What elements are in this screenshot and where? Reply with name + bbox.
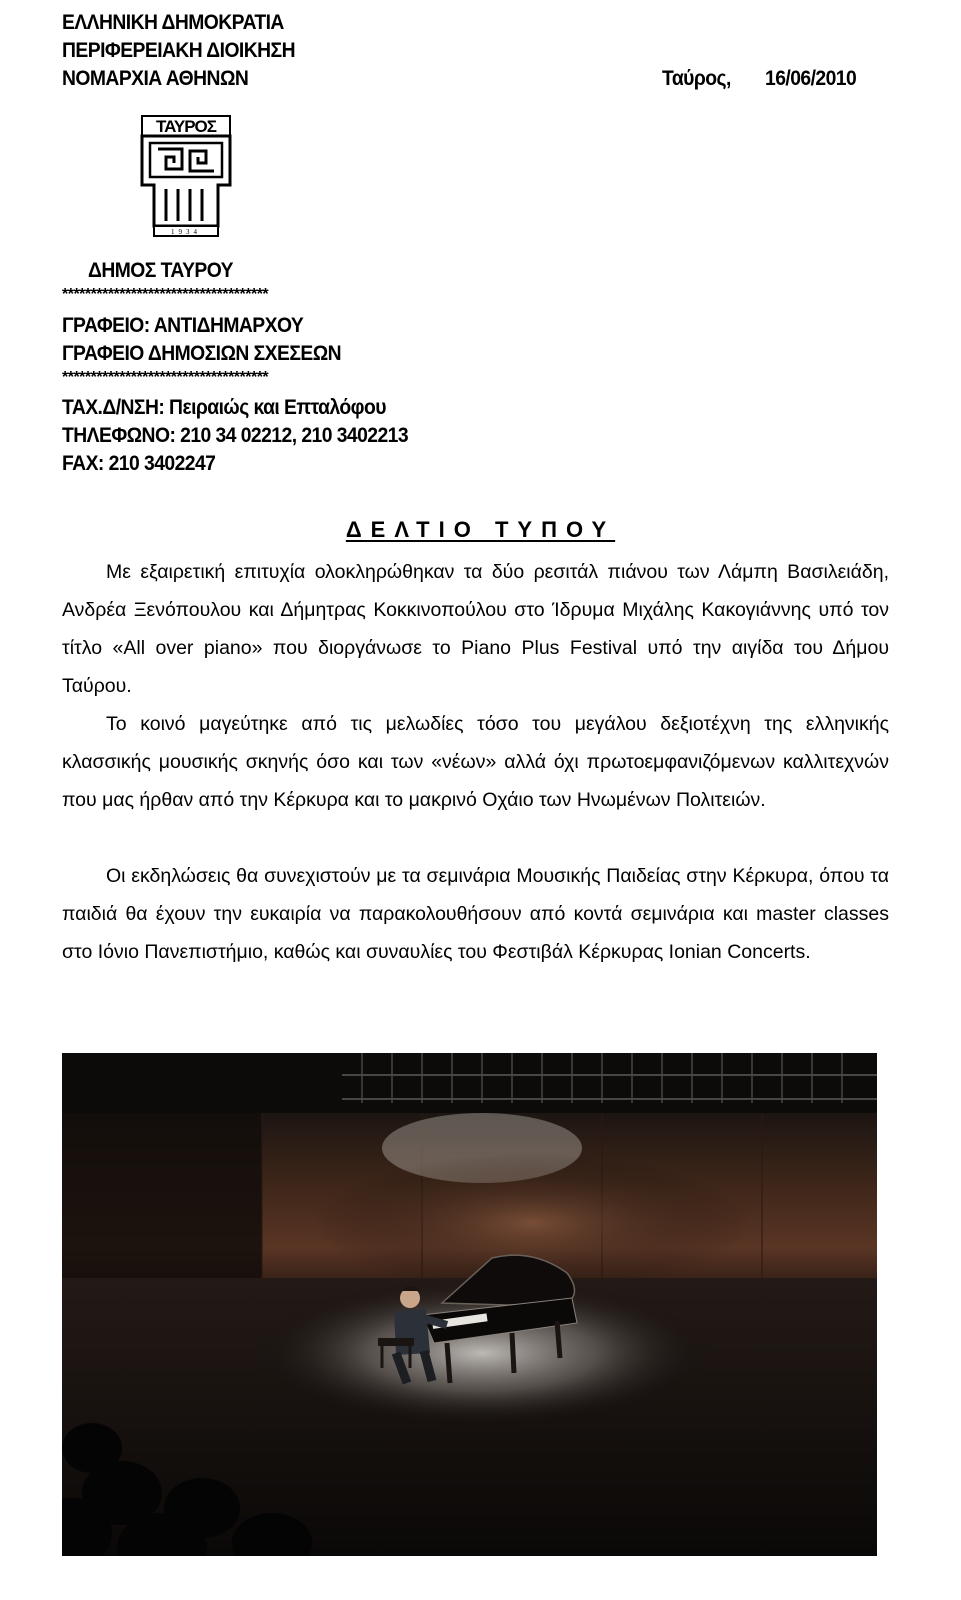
office-line-2: ΓΡΑΦΕΙΟ ΔΗΜΟΣΙΩΝ ΣΧΕΣΕΩΝ — [62, 342, 342, 365]
header-line-2: ΠΕΡΙΦΕΡΕΙΑΚΗ ΔΙΟΙΚΗΣΗ — [62, 39, 296, 62]
date-place: Ταύρος, — [662, 67, 731, 90]
office-line-1: ΓΡΑΦΕΙΟ: ΑΝΤΙΔΗΜΑΡΧΟΥ — [62, 314, 304, 337]
address: ΤΑΧ.Δ/ΝΣΗ: Πειραιώς και Επταλόφου — [62, 396, 386, 419]
paragraph-3: Οι εκδηλώσεις θα συνεχιστούν με τα σεμινάρια Μουσικής Παιδείας στην Κέρκυρα, όπου τα παιδιά θα έχουν την ευκαιρία να παρακολουθήσουν από κοντά σεμινάρια και master classes στο Ιόνιο Πανεπιστήμιο, καθώς και συναυλίες του Φεστιβάλ Κέρκυρας Ionian Concerts. — [62, 865, 889, 963]
header-line-1: ΕΛΛΗΝΙΚΗ ΔΗΜΟΚΡΑΤΙΑ — [62, 11, 284, 34]
paragraph-1: Με εξαιρετική επιτυχία ολοκληρώθηκαν τα δύο ρεσιτάλ πιάνου των Λάμπη Βασιλειάδη, Ανδρέα Ξενόπουλου και Δήμητρας Κοκκινοπούλου στο Ίδρυμα Μιχάλης Κακογιάννης υπό τον τίτλο «All over piano» που διοργάνωσε το Piano Plus Festival υπό την αιγίδα του Δήμου Ταύρου. — [62, 561, 889, 697]
date: 16/06/2010 — [765, 67, 857, 90]
separator-2: ************************************ — [62, 369, 269, 386]
concert-photo — [62, 1053, 877, 1556]
paragraph-2: Το κοινό μαγεύτηκε από τις μελωδίες τόσο του μεγάλου δεξιοτέχνη της ελληνικής κλασσικής μουσικής σκηνής όσο και των «νέων» αλλά όχι πρωτοεμφανιζόμενων καλλιτεχνών που μας ήρθαν από την Κέρκυρα και το μακρινό Οχάιο των Ηνωμένων Πολιτειών. — [62, 713, 889, 811]
separator-1: ************************************ — [62, 286, 269, 303]
fax: FAX: 210 3402247 — [62, 452, 216, 475]
header-line-3: ΝΟΜΑΡΧΙΑ ΑΘΗΝΩΝ — [62, 67, 249, 90]
document-title: ΔΕΛΤΙΟ ΤΥΠΟΥ — [345, 517, 616, 542]
phone: ΤΗΛΕΦΩΝΟ: 210 34 02212, 210 3402213 — [62, 424, 409, 447]
municipality-logo — [138, 113, 233, 238]
municipality-name: ΔΗΜΟΣ ΤΑΥΡΟΥ — [88, 259, 234, 282]
svg-text:1934: 1934 — [171, 228, 201, 236]
svg-text:ΤΑΥΡΟΣ: ΤΑΥΡΟΣ — [156, 117, 216, 136]
